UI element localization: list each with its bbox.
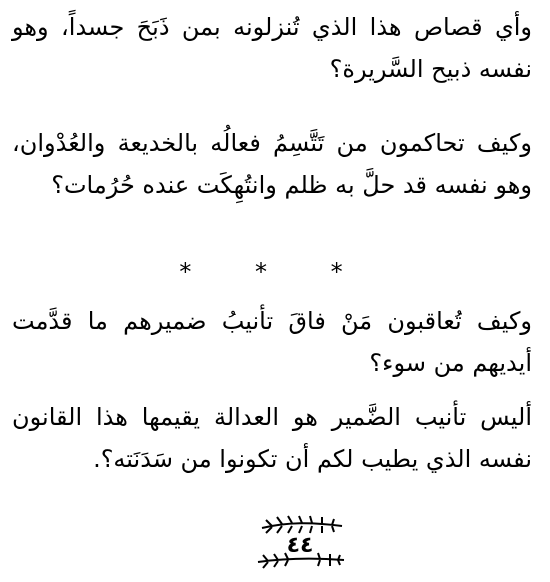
- paragraph-1: وأي قصاص هذا الذي تُنزلونه بمن ذَبَحَ جسداً، وهو نفسه ذبيح السَّريرة؟: [12, 13, 532, 83]
- paragraph-2: وكيف تحاكمون من تَتَّسِمُ فعالُه بالخديعة والعُدْوان، وهو نفسه قد حلَّ به ظلم وانتُهِكَت عنده حُرُمات؟: [12, 129, 532, 199]
- paragraph-4: أليس تأنيب الضَّمير هو العدالة يقيمها هذا القانون نفسه الذي يطيب لكم أن تكونوا من سَدَنَته؟.: [12, 403, 532, 473]
- section-separator: * * *: [179, 258, 371, 286]
- page-number: ٤٤: [286, 533, 314, 558]
- page-footer-ornament: [232, 514, 368, 574]
- paragraph-3: وكيف تُعاقبون مَنْ فاقَ تأنيبُ ضميرهم ما قدَّمت أيديهم من سوء؟: [12, 307, 532, 377]
